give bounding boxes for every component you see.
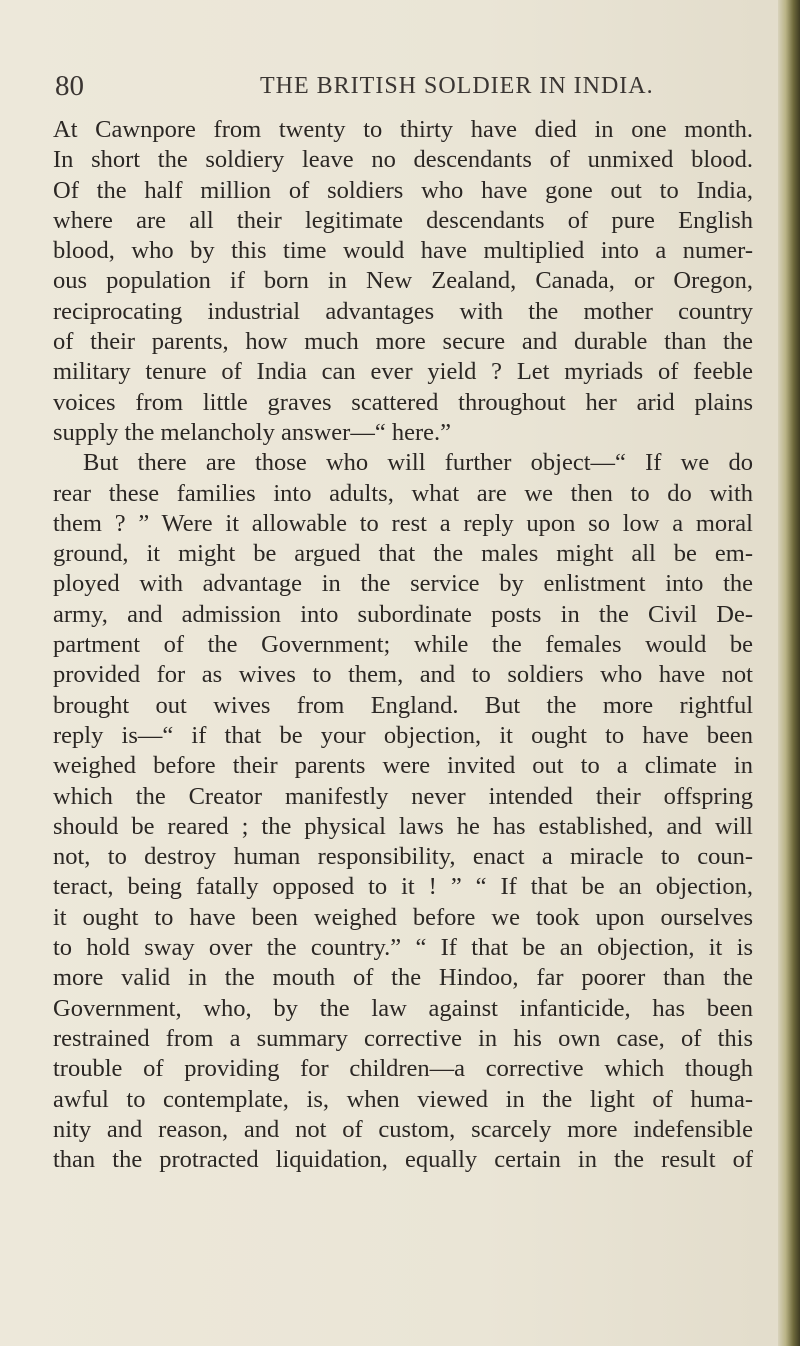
text-line: ous population if born in New Zealand, Canada, or Oregon, <box>53 267 753 295</box>
text-line: blood, who by this time would have multiplied into a numer- <box>53 237 753 265</box>
text-line: should be reared ; the physical laws he has established, and will <box>53 812 753 840</box>
text-line: brought out wives from England. But the more rightful <box>53 691 753 719</box>
text-line: voices from little graves scattered throughout her arid plains <box>53 388 753 416</box>
text-line: than the protracted liquidation, equally certain in the result of <box>53 1146 753 1174</box>
running-head: THE BRITISH SOLDIER IN INDIA. <box>260 73 654 99</box>
text-line: At Cawnpore from twenty to thirty have died in one month. <box>53 116 753 143</box>
text-line: them ? ” Were it allowable to rest a reply upon so low a moral <box>53 509 753 537</box>
text-line: supply the melancholy answer—“ here.” <box>53 418 451 446</box>
text-line: which the Creator manifestly never intended their offspring <box>53 782 753 810</box>
text-line: provided for as wives to them, and to soldiers who have not <box>53 661 753 689</box>
text-line: reciprocating industrial advantages with the mother country <box>53 297 753 325</box>
text-line: Government, who, by the law against infanticide, has been <box>53 994 753 1022</box>
text-line: more valid in the mouth of the Hindoo, far poorer than the <box>53 964 753 992</box>
text-line: teract, being fatally opposed to it ! ” “ If that be an objection, <box>53 873 753 901</box>
text-line: weighed before their parents were invited out to a climate in <box>53 752 753 780</box>
text-line: it ought to have been weighed before we took upon ourselves <box>53 903 753 931</box>
text-line: where are all their legitimate descendants of pure English <box>53 206 753 234</box>
text-line: nity and reason, and not of custom, scarcely more indefensible <box>53 1115 753 1143</box>
text-line: reply is—“ if that be your objection, it ought to have been <box>53 721 753 749</box>
text-line: of their parents, how much more secure and durable than the <box>53 328 753 356</box>
text-line: ground, it might be argued that the males might all be em- <box>53 540 753 568</box>
text-line: In short the soldiery leave no descendants of unmixed blood. <box>53 146 753 174</box>
text-line: army, and admission into subordinate posts in the Civil De- <box>53 600 753 628</box>
text-line: rear these families into adults, what are we then to do with <box>53 479 753 507</box>
page-edge <box>778 0 800 1346</box>
text-line: ployed with advantage in the service by enlistment into the <box>53 570 753 598</box>
body-text <box>53 115 753 1175</box>
text-line: Of the half million of soldiers who have gone out to India, <box>53 176 753 204</box>
text-line: awful to contemplate, is, when viewed in the light of huma- <box>53 1085 753 1113</box>
text-line: trouble of providing for children—a corrective which though <box>53 1055 753 1083</box>
text-line: But there are those who will further object—“ If we do <box>83 449 753 477</box>
page-number: 80 <box>55 70 84 102</box>
text-line: partment of the Government; while the females would be <box>53 631 753 659</box>
page-header <box>55 70 745 110</box>
text-line: not, to destroy human responsibility, enact a miracle to coun- <box>53 843 753 871</box>
text-line: to hold sway over the country.” “ If that be an objection, it is <box>53 934 753 962</box>
text-line: military tenure of India can ever yield ? Let myriads of feeble <box>53 358 753 386</box>
text-line: restrained from a summary corrective in his own case, of this <box>53 1024 753 1052</box>
